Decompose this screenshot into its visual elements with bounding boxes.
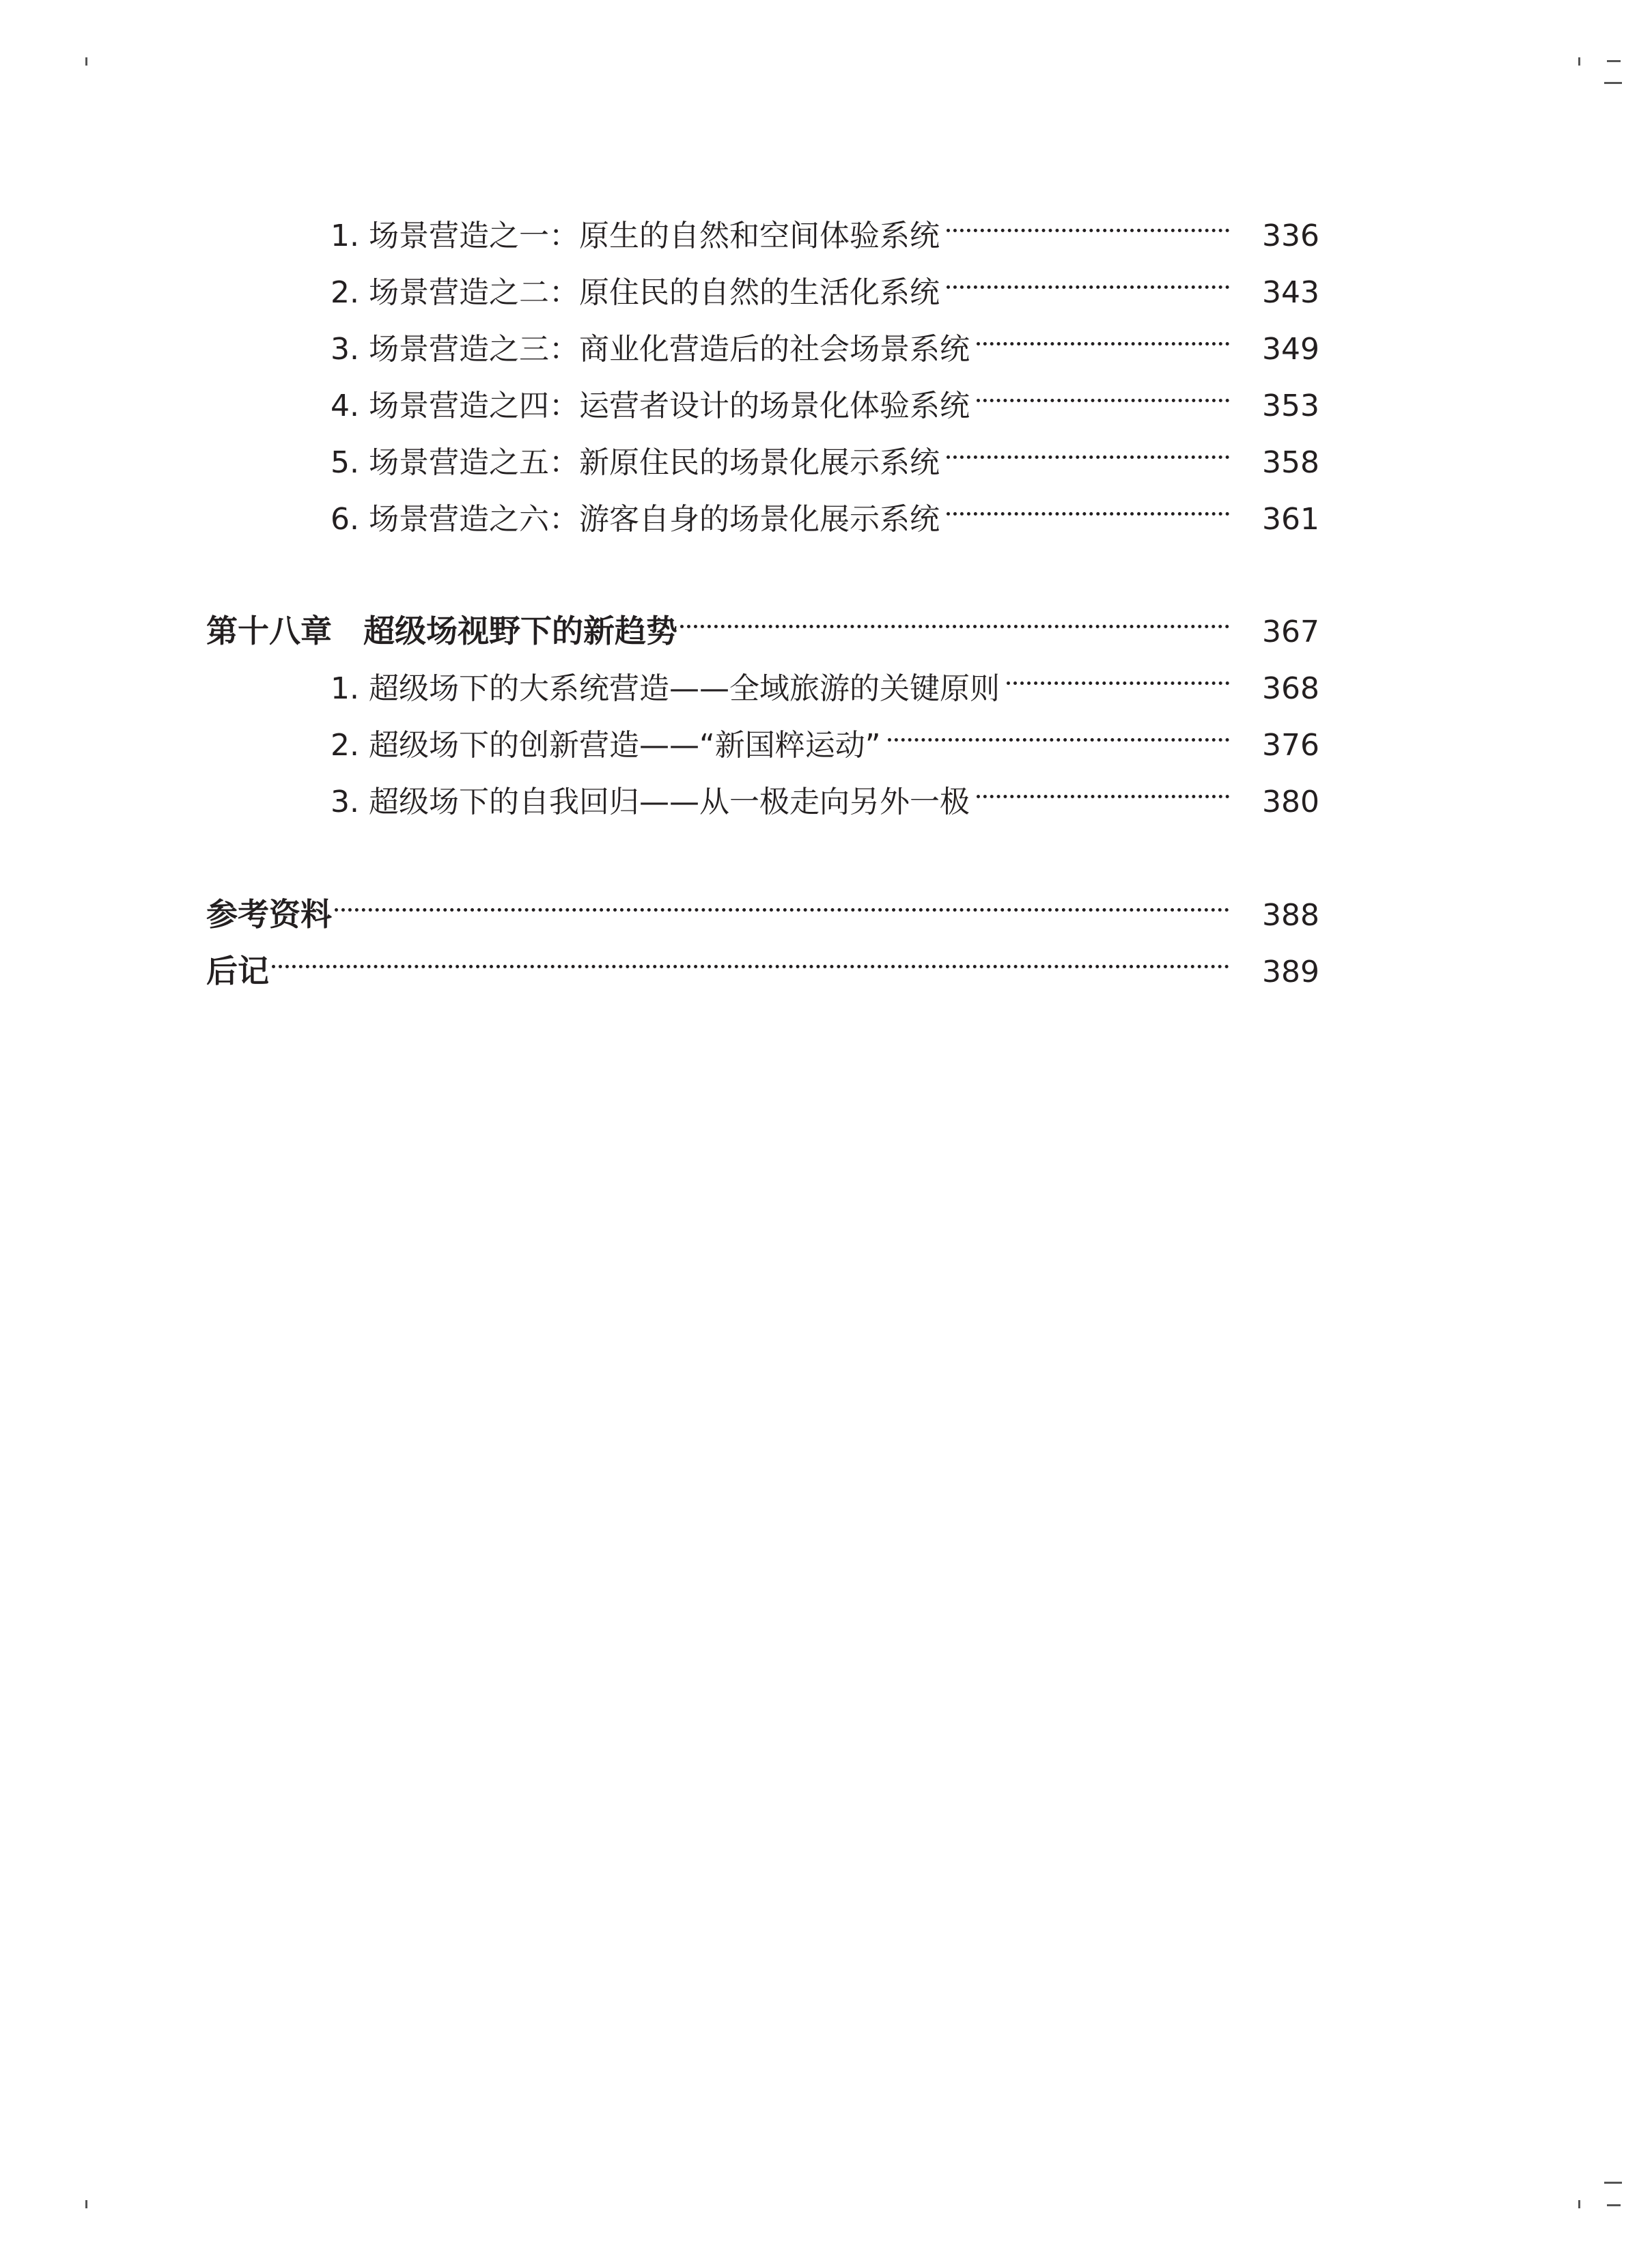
dot-leader	[947, 425, 1229, 473]
toc-entry	[331, 764, 1319, 819]
dot-leader	[947, 255, 1229, 303]
chapter-heading-references	[206, 877, 1319, 933]
toc-entry	[331, 481, 1319, 537]
crop-mark	[1604, 82, 1622, 84]
toc-entry-page: 358	[1262, 445, 1319, 480]
toc-entry	[331, 311, 1319, 367]
toc-entry-title: 6. 场景营造之六：游客自身的场景化展示系统	[331, 502, 940, 537]
chapter-title: 后记	[206, 953, 269, 989]
crop-mark	[1607, 60, 1621, 62]
toc-entry	[331, 425, 1319, 480]
chapter-page: 389	[1262, 955, 1319, 989]
chapter-title: 参考资料	[206, 896, 332, 933]
toc-entry-title: 5. 场景营造之五：新原住民的场景化展示系统	[331, 445, 940, 480]
toc-entry-page: 353	[1262, 389, 1319, 423]
toc-entry-title: 3. 超级场下的自我回归——从一极走向另外一极	[331, 785, 970, 819]
crop-mark	[85, 57, 87, 66]
dot-leader	[947, 481, 1229, 529]
toc-entry-page: 336	[1262, 219, 1319, 253]
toc-entry	[331, 651, 1319, 706]
toc-entry	[331, 198, 1319, 253]
dot-leader	[335, 877, 1229, 925]
toc-entry-title: 2. 场景营造之二：原住民的自然的生活化系统	[331, 275, 940, 310]
toc-entry	[331, 255, 1319, 310]
dot-leader	[888, 707, 1229, 755]
toc-entry-title: 4. 场景营造之四：运营者设计的场景化体验系统	[331, 389, 970, 423]
toc-entry	[331, 368, 1319, 423]
toc-entry-page: 349	[1262, 332, 1319, 367]
toc-entry-page: 380	[1262, 785, 1319, 819]
chapter-title: 超级场视野下的新趋势	[363, 613, 677, 649]
chapter-number: 第十八章	[206, 613, 332, 649]
toc-entry-page: 361	[1262, 502, 1319, 537]
chapter-heading-afterword	[206, 934, 1319, 989]
chapter-page: 367	[1262, 615, 1319, 649]
chapter-heading	[206, 594, 1319, 649]
dot-leader	[272, 934, 1229, 982]
dot-leader	[977, 368, 1229, 416]
toc-entry	[331, 707, 1319, 763]
dot-leader	[1007, 651, 1229, 699]
dot-leader	[680, 594, 1229, 642]
toc-entry-page: 343	[1262, 275, 1319, 310]
toc-entry-title: 1. 场景营造之一：原生的自然和空间体验系统	[331, 219, 940, 253]
toc-entry-page: 376	[1262, 728, 1319, 763]
dot-leader	[977, 311, 1229, 359]
crop-mark	[85, 2200, 87, 2208]
dot-leader	[947, 198, 1229, 246]
crop-mark	[1578, 2200, 1580, 2208]
toc-entry-page: 368	[1262, 671, 1319, 706]
dot-leader	[977, 764, 1229, 812]
crop-mark	[1604, 2182, 1622, 2184]
toc-entry-title: 2. 超级场下的创新营造——“新国粹运动”	[331, 728, 881, 763]
chapter-page: 388	[1262, 898, 1319, 933]
crop-mark	[1578, 57, 1580, 66]
toc-entry-title: 1. 超级场下的大系统营造——全域旅游的关键原则	[331, 671, 1000, 706]
toc-entry-title: 3. 场景营造之三：商业化营造后的社会场景系统	[331, 332, 970, 367]
crop-mark	[1607, 2204, 1621, 2206]
